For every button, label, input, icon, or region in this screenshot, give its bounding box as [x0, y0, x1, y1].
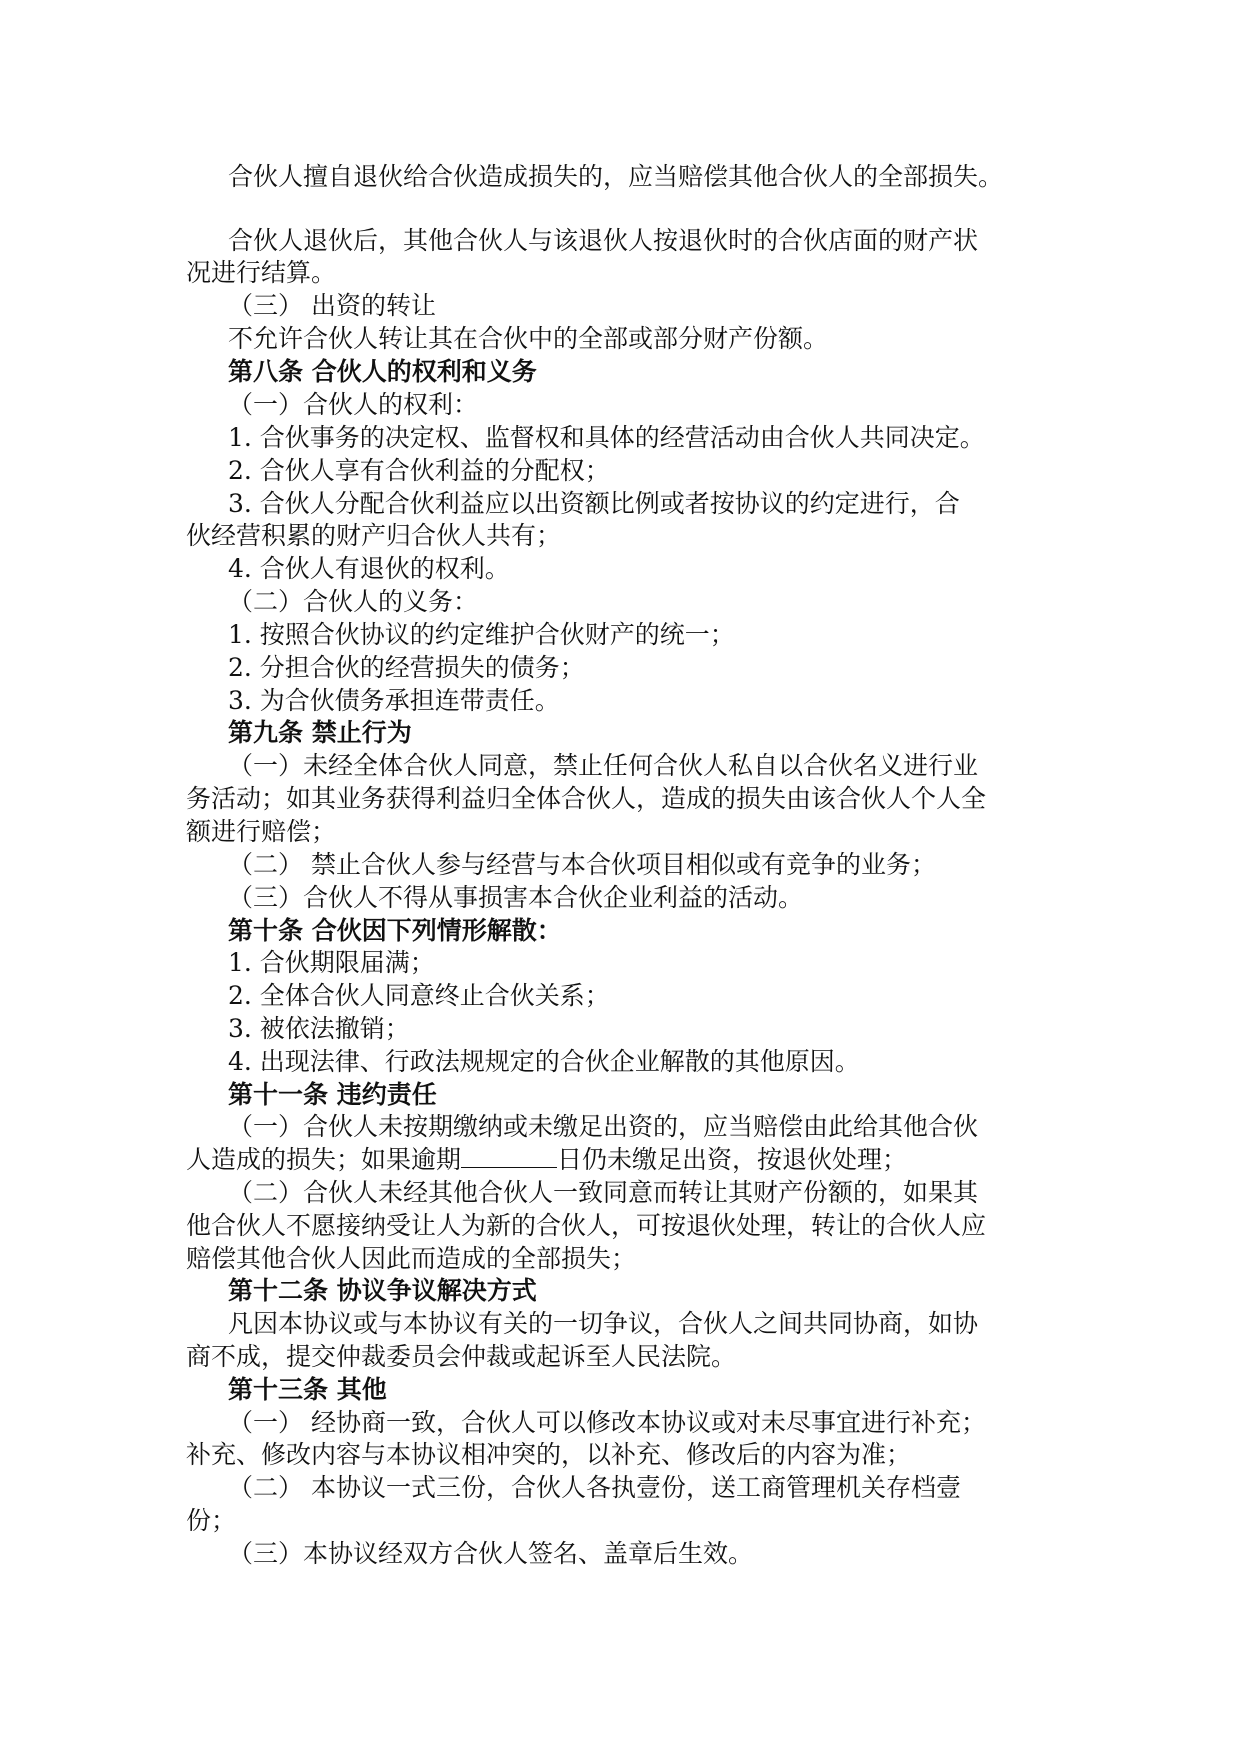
text-line: 2. 全体合伙人同意终止合伙关系；	[228, 981, 610, 1010]
text-line: 3. 为合伙债务承担连带责任。	[228, 686, 560, 715]
section-heading: 第十二条 协议争议解决方式	[228, 1276, 537, 1305]
text-line: （一）合伙人的权利：	[228, 390, 479, 419]
text-line: 合伙人退伙后，其他合伙人与该退伙人按退伙时的合伙店面的财产状	[228, 226, 979, 255]
text-line: （三）合伙人不得从事损害本合伙企业利益的活动。	[228, 883, 804, 912]
fill-in-blank	[461, 1145, 557, 1168]
text-line: 1. 合伙事务的决定权、监督权和具体的经营活动由合伙人共同决定。	[228, 423, 985, 452]
text-line: 1. 合伙期限届满；	[228, 948, 435, 977]
text-line: 份；	[186, 1506, 237, 1535]
text-line: （二）合伙人未经其他合伙人一致同意而转让其财产份额的，如果其	[228, 1178, 979, 1207]
text-line: 1. 按照合伙协议的约定维护合伙财产的统一；	[228, 620, 735, 649]
text-line: 务活动；如其业务获得利益归全体合伙人，造成的损失由该合伙人个人全	[186, 784, 987, 813]
text-line: （三） 出资的转让	[228, 291, 436, 320]
text-line: 4. 合伙人有退伙的权利。	[228, 554, 510, 583]
text-line: 不允许合伙人转让其在合伙中的全部或部分财产份额。	[228, 324, 829, 353]
text-line: 4. 出现法律、行政法规规定的合伙企业解散的其他原因。	[228, 1047, 860, 1076]
text-line: 他合伙人不愿接纳受让人为新的合伙人，可按退伙处理，转让的合伙人应	[186, 1211, 987, 1240]
text-line: 况进行结算。	[186, 258, 337, 287]
text-line: 补充、修改内容与本协议相冲突的，以补充、修改后的内容为准；	[186, 1440, 912, 1469]
text-line: 合伙人擅自退伙给合伙造成损失的，应当赔偿其他合伙人的全部损失。	[228, 162, 1004, 191]
text-line: 赔偿其他合伙人因此而造成的全部损失；	[186, 1244, 637, 1273]
text-line: （一） 经协商一致，合伙人可以修改本协议或对未尽事宜进行补充；	[228, 1408, 986, 1437]
text-line: （一）未经全体合伙人同意，禁止任何合伙人私自以合伙名义进行业	[228, 751, 979, 780]
text-line: 伙经营积累的财产归合伙人共有；	[186, 521, 562, 550]
text-line: （三）本协议经双方合伙人签名、盖章后生效。	[228, 1539, 754, 1568]
text-line: 额进行赔偿；	[186, 817, 337, 846]
text-line: （一）合伙人未按期缴纳或未缴足出资的，应当赔偿由此给其他合伙	[228, 1112, 979, 1141]
text-segment: 日仍未缴足出资，按退伙处理；	[557, 1145, 908, 1174]
section-heading: 第九条 禁止行为	[228, 718, 412, 747]
section-heading: 第十条 合伙因下列情形解散：	[228, 916, 562, 945]
text-line: 商不成，提交仲裁委员会仲裁或起诉至人民法院。	[186, 1342, 737, 1371]
text-line: 3. 合伙人分配合伙利益应以出资额比例或者按协议的约定进行，合	[228, 489, 960, 518]
section-heading: 第八条 合伙人的权利和义务	[228, 357, 537, 386]
text-segment: 人造成的损失；如果逾期	[186, 1145, 462, 1174]
text-line: （二） 禁止合伙人参与经营与本合伙项目相似或有竞争的业务；	[228, 850, 936, 879]
section-heading: 第十三条 其他	[228, 1375, 387, 1404]
text-line: 3. 被依法撤销；	[228, 1014, 410, 1043]
text-line: 2. 合伙人享有合伙利益的分配权；	[228, 456, 610, 485]
text-line: （二）合伙人的义务：	[228, 587, 479, 616]
text-line: 凡因本协议或与本协议有关的一切争议，合伙人之间共同协商，如协	[228, 1309, 979, 1338]
text-line: 2. 分担合伙的经营损失的债务；	[228, 653, 585, 682]
text-line: （二） 本协议一式三份，合伙人各执壹份，送工商管理机关存档壹	[228, 1473, 961, 1502]
section-heading: 第十一条 违约责任	[228, 1080, 437, 1109]
text-line	[186, 1143, 907, 1176]
